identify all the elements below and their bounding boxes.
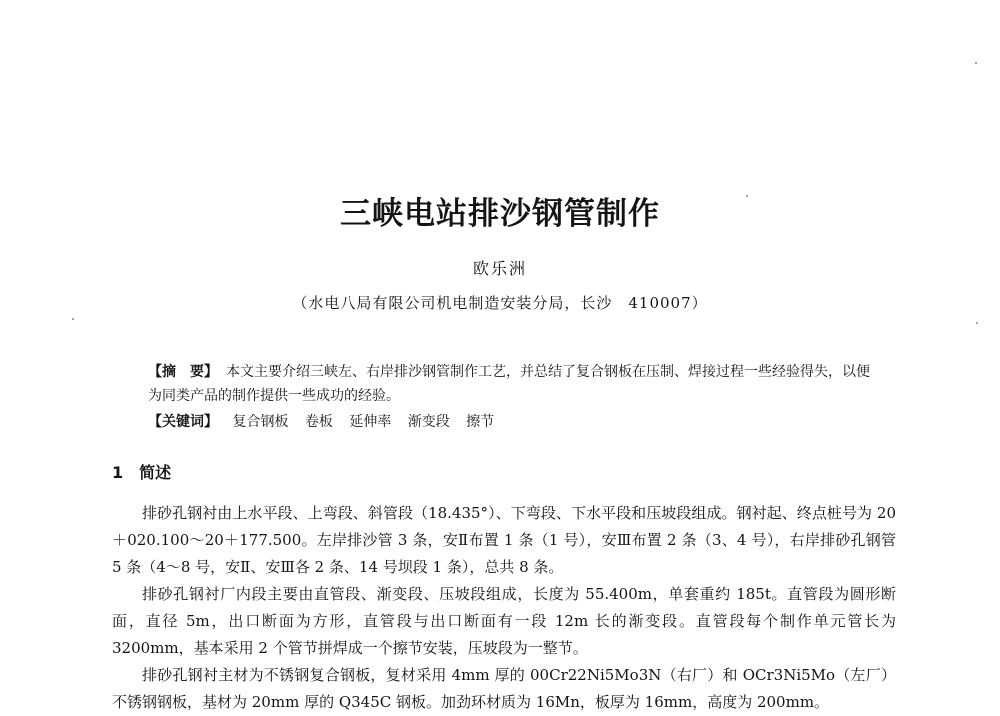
keyword: 擦节 bbox=[466, 414, 495, 430]
keywords bbox=[148, 410, 506, 434]
scan-speck bbox=[976, 322, 978, 324]
keyword: 复合钢板 bbox=[232, 414, 289, 430]
author-name: 欧乐洲 bbox=[472, 259, 527, 278]
keyword: 卷板 bbox=[304, 414, 333, 430]
keyword: 渐变段 bbox=[407, 414, 450, 430]
body-paragraph: 排砂孔钢衬厂内段主要由直管段、渐变段、压坡段组成，长度为 55.400m，单套重约 185t。直管段为圆形断面，直径 5m，出口断面为方形，直管段与出口断面有一段 12m 长的渐变段。直管段每个制作单元管长为 3200mm，基本采用 2 个管节拼焊成一个擦节安装，压坡段为一整节。 bbox=[112, 585, 896, 657]
body-paragraph: 排砂孔钢衬由上水平段、上弯段、斜管段（18.435°）、下弯段、下水平段和压坡段组成。钢衬起、终点桩号为 20＋020.100～20＋177.500。左岸排沙管 3 条，安Ⅱ布置 1 条（1 号），安Ⅲ布置 2 条（3、4 号），右岸排砂孔钢管 5 条（4～8 号，安Ⅱ、安Ⅲ各 2 条、14 号坝段 1 条），总共 8 条。 bbox=[112, 504, 896, 576]
scan-speck bbox=[72, 318, 74, 320]
section-heading bbox=[112, 460, 171, 483]
author-affiliation: （水电八局有限公司机电制造安装分局，长沙 410007） bbox=[292, 294, 708, 312]
abstract-text: 本文主要介绍三峡左、右岸排沙钢管制作工艺，并总结了复合钢板在压制、焊接过程一些经验得失，以便为同类产品的制作提供一些成功的经验。 bbox=[148, 364, 870, 404]
paper-title: 三峡电站排沙钢管制作 bbox=[340, 196, 660, 232]
scan-speck bbox=[746, 195, 748, 197]
body-paragraph: 排砂孔钢衬主材为不锈钢复合钢板，复材采用 4mm 厚的 00Cr22Ni5Mo3N（右厂）和 OCr3Ni5Mo（左厂）不锈钢钢板，基材为 20mm 厚的 Q345C 钢板。加劲环材质为 16Mn，板厚为 16mm，高度为 200mm。 bbox=[112, 666, 896, 711]
scan-speck bbox=[975, 62, 977, 64]
section-body bbox=[112, 500, 896, 716]
abstract-label: 【摘 要】 bbox=[148, 364, 218, 380]
section-title: 简述 bbox=[139, 463, 172, 482]
keywords-label: 【关键词】 bbox=[148, 414, 218, 430]
keyword: 延伸率 bbox=[349, 414, 392, 430]
section-number: 1 bbox=[112, 463, 124, 482]
abstract bbox=[148, 360, 870, 408]
